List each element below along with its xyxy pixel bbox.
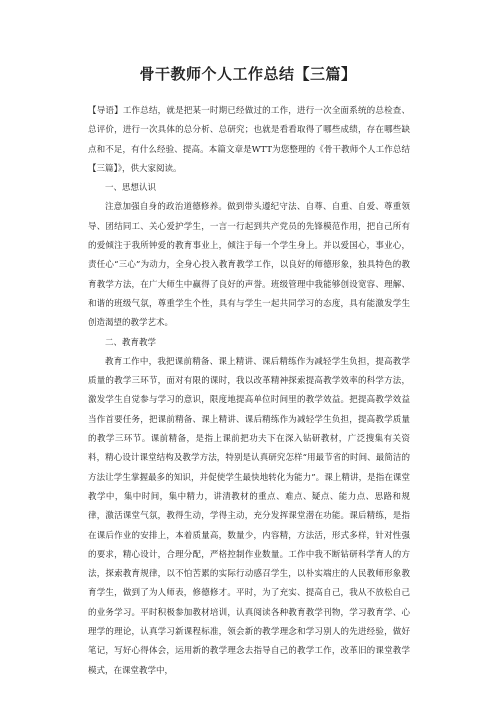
teaching-paragraph: 教育工作中，我把课前精备、课上精讲、课后精练作为减轻学生负担，提高教学质量的教学三环节，面对有限的课时，我以改革精神探索提高教学效率的科学方法，激发学生自觉参与学习的意识，限度地提高单位时间里的教学效益。把提高教学效益当作首要任务，把课前精备、课上精讲、课后精练作为减轻学生负担，提高教学质量的教学三环节。课前精备，是指上课前把功夫下在深入钻研教材，广泛搜集有关资料，精心设计课堂结构及教学方法，特别是认真研究怎样“用最节省的时间、最简洁的方法让学生掌握最多的知识，并促使学生最快地转化为能力”。课上精讲，是指在课堂教学中，集中时间，集中精力，讲清教材的重点、难点、疑点、能力点、思路和规律，激活课堂气氛，教得生动，学得主动，充分发挥课堂潜在功能。课后精练，是指在课后作业的安排上，本着质量高，数量少，内容精，方法活，形式多样，针对性强的要求，精心设计，合理分配，严格控制作业数量。工作中我不断钻研科学育人的方法，探索教育规律，以不怕苦累的实际行动感召学生，以朴实端庄的人民教师形象教育学生，做到了为人师表，修德修才。平时，为了充实、提高自己，我从不放松自己的业务学习。平时积极参加教材培训，认真阅读各种教育教学刊物，学习教育学、心理学的理论，认真学习新课程标准，领会新的教学理念和学习别人的先进经验，做好笔记，写好心得体会，运用新的教学理念去指导自己的教学工作，改革旧的课堂教学模式，在课堂教学中， — [88, 356, 410, 676]
intro-paragraph: 【导语】工作总结，就是把某一时期已经做过的工作，进行一次全面系统的总检查、总评价，进行一次具体的总分析、总研究；也就是看看取得了哪些成绩，存在哪些缺点和不足，有什么经验、提高。本篇文章是WTT为您整理的《骨干教师个人工作总结【三篇】》，供大家阅读。 — [88, 106, 410, 174]
section-heading-teaching: 二、教育教学 — [105, 337, 157, 348]
thought-paragraph: 注意加强自身的政治道德修养。做到带头遵纪守法、自尊、自重、自爱、尊重领导、团结同工、关心爱护学生，一言一行起到共产党员的先锋模范作用，把自己所有的爱倾注于我所钟爱的教育事业上，倾注于每一个学生身上。并以爱国心，事业心，责任心“三心”为动力，全身心投入教育教学工作，以良好的师德形象，独具特色的教育教学方法，在广大师生中赢得了良好的声誉。班级管理中我能够创设宽容、理解、和谐的班级气氛，尊重学生个性，具有与学生一起共同学习的态度，具有能激发学生创造渴望的教学艺术。 — [88, 202, 410, 329]
document-title: 骨干教师个人工作总结【三篇】 — [139, 65, 357, 83]
section-heading-thought: 一、思想认识 — [105, 183, 157, 194]
document-body — [88, 102, 410, 681]
